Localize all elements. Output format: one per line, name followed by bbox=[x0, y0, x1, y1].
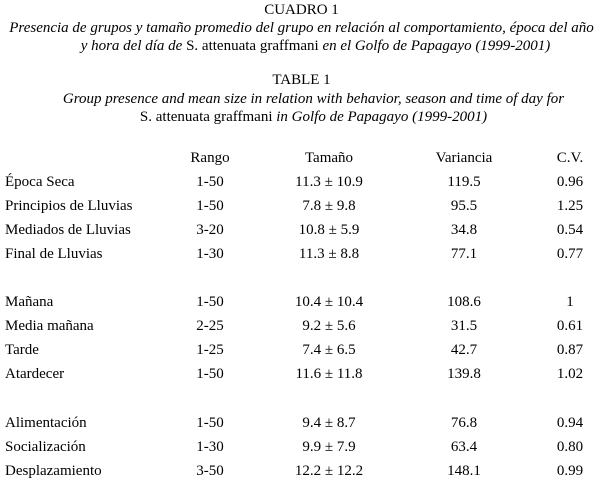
cell-tamano: 10.4 ± 10.4 bbox=[294, 294, 364, 310]
cell-rango: 1-50 bbox=[196, 198, 224, 214]
cell-cv: 0.94 bbox=[556, 415, 584, 431]
cell-rango: 1-50 bbox=[196, 366, 224, 382]
cell-variancia: 139.8 bbox=[447, 366, 481, 382]
cell-tamano: 11.6 ± 11.8 bbox=[295, 366, 363, 382]
cell-cv: 0.96 bbox=[556, 174, 584, 190]
cell-cv: 1.02 bbox=[556, 366, 584, 382]
cell-rango: 1-50 bbox=[196, 294, 224, 310]
cell-cv: 0.61 bbox=[556, 318, 584, 334]
cuadro-caption-line-2: y hora del día de S. attenuata graffmani en el Golfo de Papagayo (1999-2001) bbox=[80, 38, 551, 54]
cell-tamano: 7.4 ± 6.5 bbox=[302, 342, 356, 358]
cell-cv: 0.87 bbox=[556, 342, 584, 358]
table-caption-line-1: Group presence and mean size in relation with behavior, season and time of day for bbox=[62, 91, 565, 107]
cell-rango: 1-50 bbox=[196, 174, 224, 190]
cell-rango: 3-50 bbox=[196, 463, 224, 479]
cell-tamano: 12.2 ± 12.2 bbox=[294, 463, 364, 479]
cell-tamano: 9.2 ± 5.6 bbox=[302, 318, 356, 334]
cell-tamano: 10.8 ± 5.9 bbox=[298, 222, 360, 238]
cuadro-caption-line-1: Presencia de grupos y tamaño promedio del grupo en relación al comportamiento, época del año bbox=[9, 20, 594, 36]
row-label: Alimentación bbox=[5, 415, 87, 431]
cell-variancia: 42.7 bbox=[450, 342, 478, 358]
cell-cv: 0.77 bbox=[556, 246, 584, 262]
cell-tamano: 11.3 ± 8.8 bbox=[298, 246, 360, 262]
species-name: S. attenuata graffmani bbox=[139, 109, 273, 125]
cell-cv: 0.99 bbox=[556, 463, 584, 479]
species-name: S. attenuata graffmani bbox=[186, 38, 319, 54]
row-label: Época Seca bbox=[5, 174, 75, 190]
row-label: Media mañana bbox=[5, 318, 94, 334]
header-variancia: Variancia bbox=[435, 150, 493, 166]
cell-rango: 1-30 bbox=[196, 439, 224, 455]
row-label: Final de Lluvias bbox=[5, 246, 103, 262]
cell-variancia: 76.8 bbox=[450, 415, 478, 431]
row-label: Desplazamiento bbox=[5, 463, 102, 479]
cell-variancia: 95.5 bbox=[450, 198, 478, 214]
cell-rango: 1-50 bbox=[196, 415, 224, 431]
cell-variancia: 77.1 bbox=[450, 246, 478, 262]
cell-variancia: 148.1 bbox=[447, 463, 481, 479]
cell-rango: 3-20 bbox=[196, 222, 224, 238]
header-cv: C.V. bbox=[556, 150, 584, 166]
cell-variancia: 31.5 bbox=[450, 318, 478, 334]
cell-cv: 0.54 bbox=[556, 222, 584, 238]
cell-rango: 1-25 bbox=[196, 342, 224, 358]
cell-rango: 2-25 bbox=[196, 318, 224, 334]
cell-tamano: 7.8 ± 9.8 bbox=[302, 198, 356, 214]
cell-cv: 1.25 bbox=[556, 198, 584, 214]
cell-tamano: 9.4 ± 8.7 bbox=[302, 415, 356, 431]
cell-variancia: 34.8 bbox=[450, 222, 478, 238]
row-label: Atardecer bbox=[5, 366, 65, 382]
table-title: TABLE 1 bbox=[272, 72, 331, 88]
row-label: Mediados de Lluvias bbox=[5, 222, 131, 238]
cell-variancia: 119.5 bbox=[447, 174, 481, 190]
cell-variancia: 108.6 bbox=[447, 294, 481, 310]
cell-tamano: 9.9 ± 7.9 bbox=[302, 439, 356, 455]
header-tamano: Tamaño bbox=[304, 150, 354, 166]
cell-cv: 0.80 bbox=[556, 439, 584, 455]
row-label: Socialización bbox=[5, 439, 86, 455]
cell-tamano: 11.3 ± 10.9 bbox=[295, 174, 363, 190]
row-label: Tarde bbox=[5, 342, 39, 358]
row-label: Principios de Lluvias bbox=[5, 198, 133, 214]
table-caption-line-2: S. attenuata graffmani in Golfo de Papagayo (1999-2001) bbox=[139, 109, 488, 125]
cell-variancia: 63.4 bbox=[450, 439, 478, 455]
cell-rango: 1-30 bbox=[196, 246, 224, 262]
row-label: Mañana bbox=[5, 294, 54, 310]
cell-cv: 1 bbox=[566, 294, 574, 310]
cuadro-title: CUADRO 1 bbox=[264, 2, 339, 18]
header-rango: Rango bbox=[190, 150, 230, 166]
